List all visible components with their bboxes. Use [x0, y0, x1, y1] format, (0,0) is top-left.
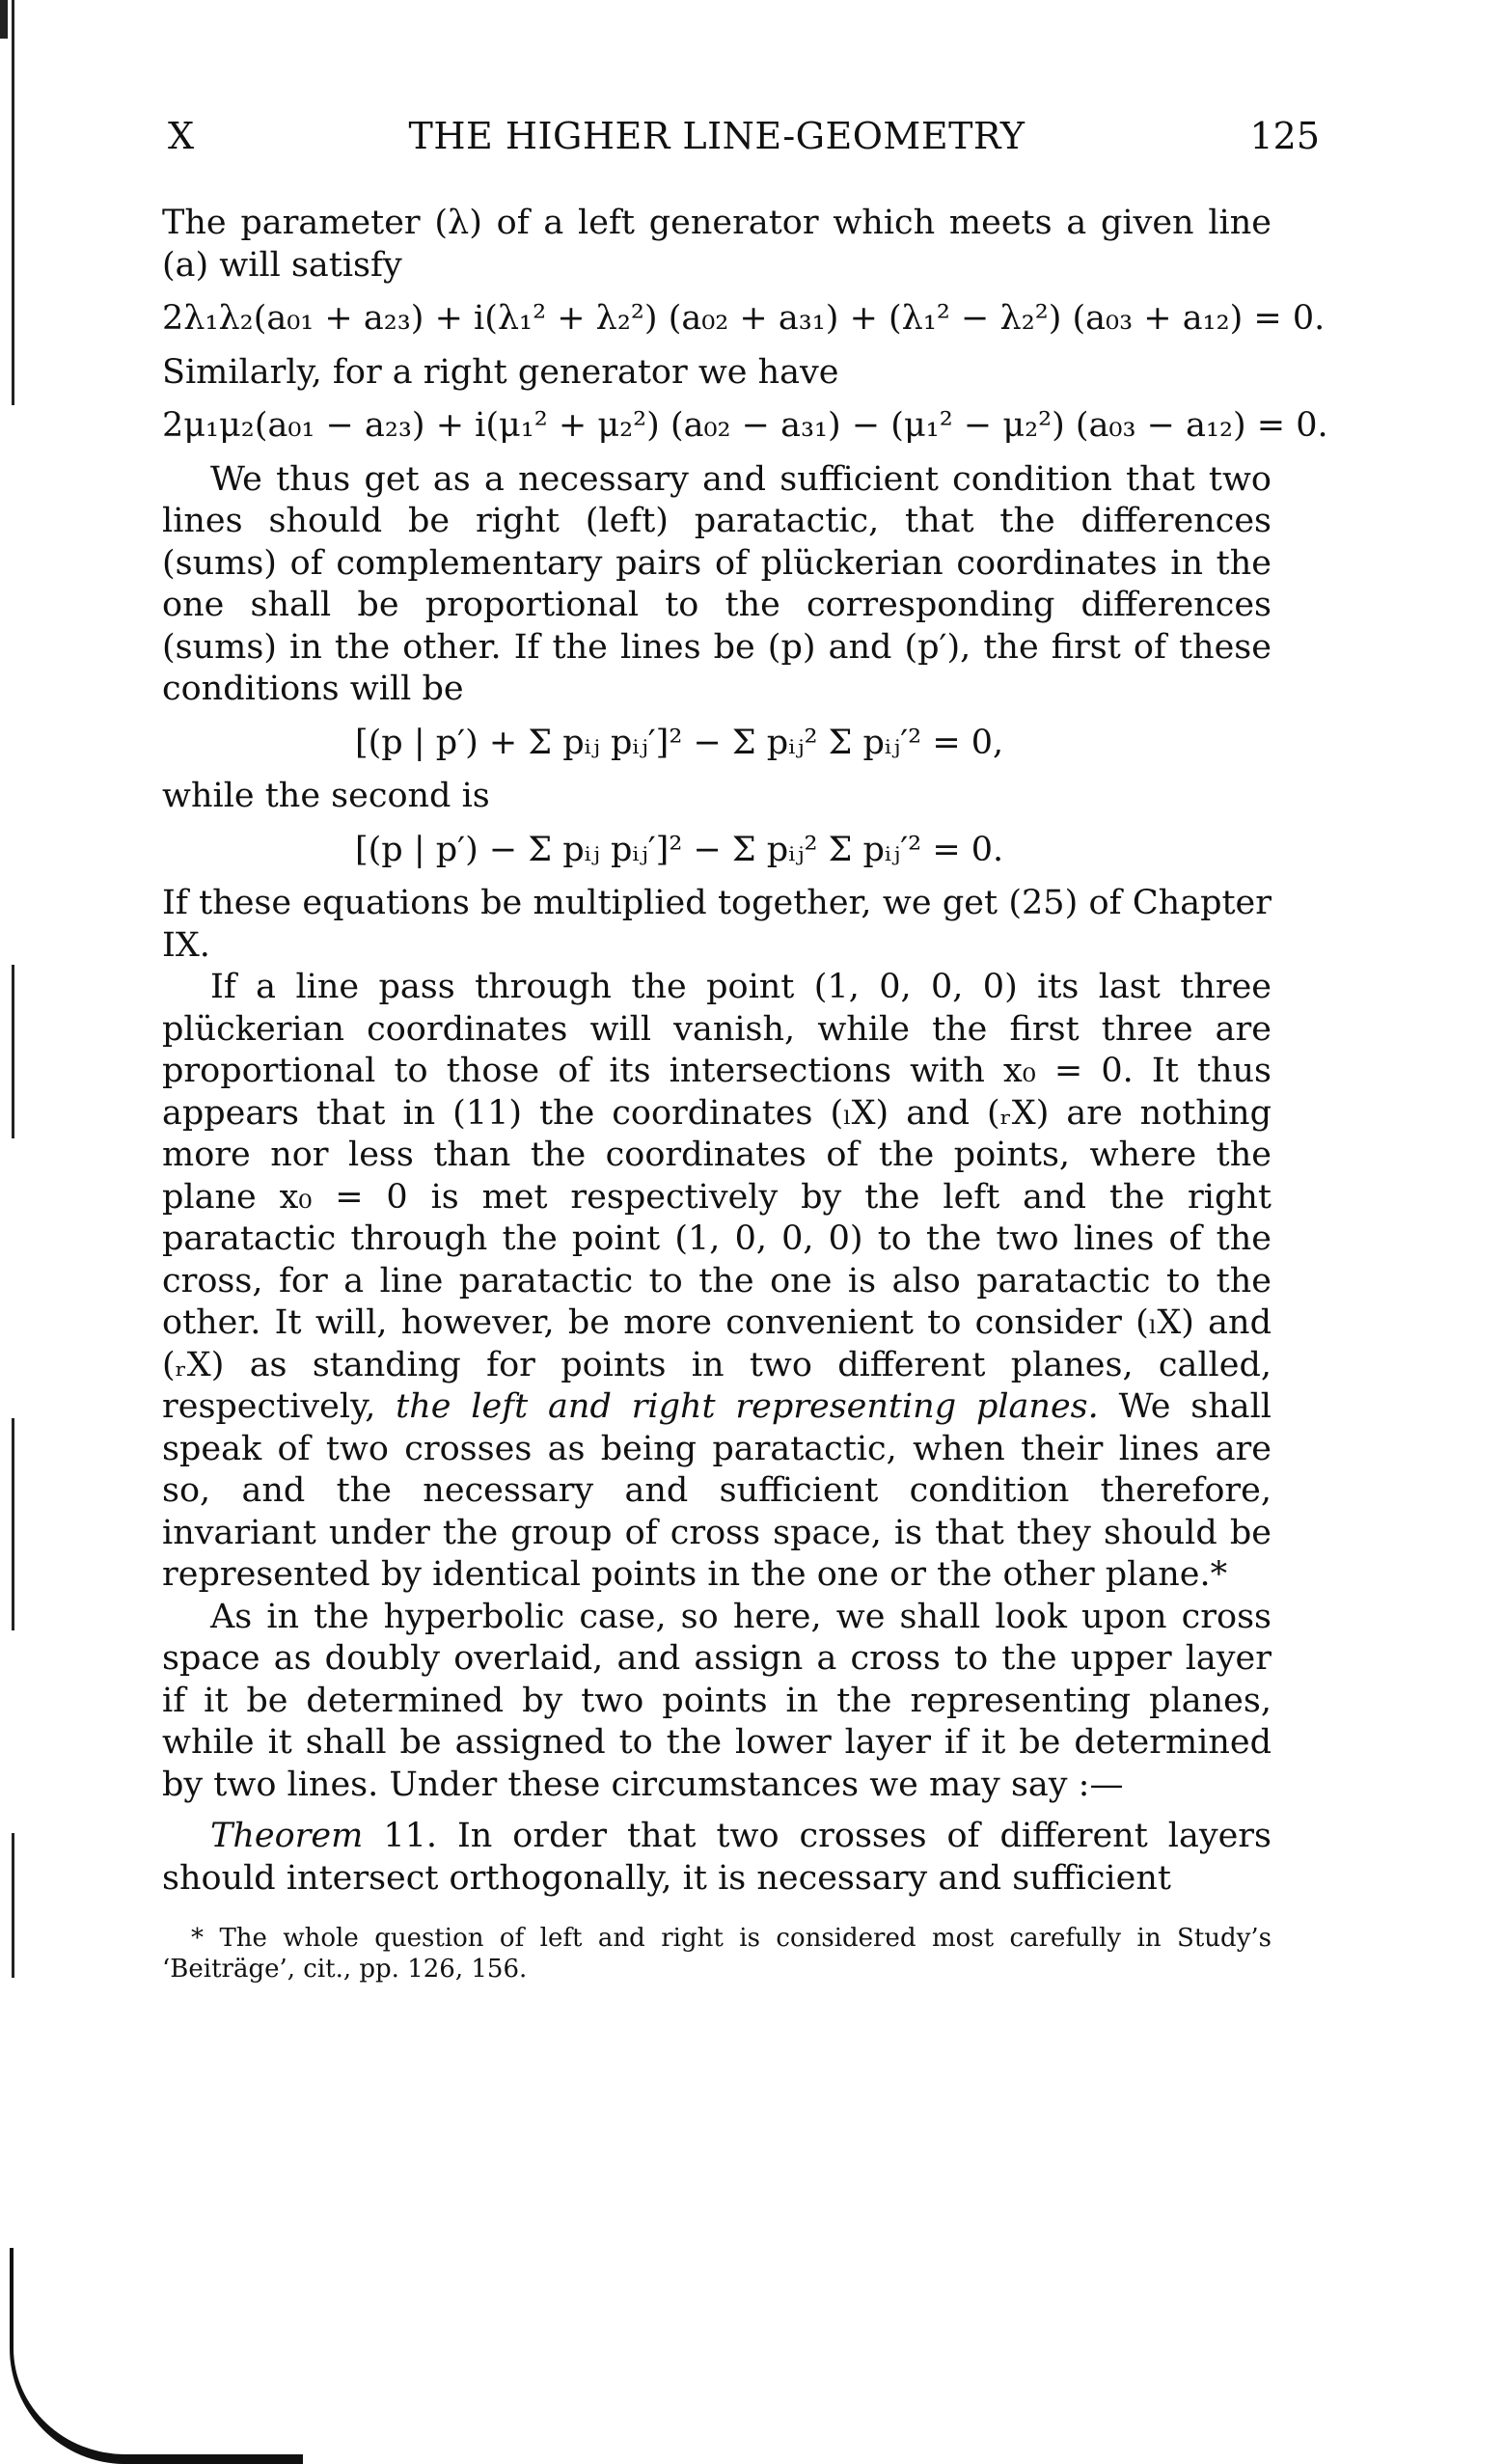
paragraph-text: We shall speak of two crosses as being paratactic, when their lines are so, and the necessary and sufficient condition therefore, invariant under the group of cross space, is that they should be represented by identical points in the one or the other plane.*	[162, 1387, 1272, 1594]
equation: 2λ₁λ₂(a₀₁ + a₂₃) + i(λ₁² + λ₂²) (a₀₂ + a₃₁) + (λ₁² − λ₂²) (a₀₃ + a₁₂) = 0.	[162, 299, 1326, 338]
emphasis-text: the left and right representing planes.	[396, 1387, 1099, 1426]
page-number: 125	[1249, 115, 1320, 157]
theorem-label: Theorem	[210, 1817, 364, 1855]
equation: [(p | p′) − Σ pᵢⱼ pᵢⱼ′]² − Σ pᵢⱼ² Σ pᵢⱼ′² = 0.	[355, 830, 1004, 869]
paragraph-text: If a line pass through the point (1, 0, 0, 0) its last three plückerian coordinates will vanish, while the first three are proportional to those of its intersections with x₀ = 0. It thus appears that in (11) the coordinates (ₗX) and (ᵣX) are nothing more nor less than the coordinates of the points, where the plane x₀ = 0 is met respectively by the left and the right paratactic through the point (1, 0, 0, 0) to the two lines of the cross, for a line paratactic to the one is also paratactic to the other. It will, however, be more convenient to consider (ₗX) and (ᵣX) as standing for points in two different planes, called, respectively,	[162, 968, 1272, 1426]
paragraph: while the second is	[162, 777, 490, 815]
paragraph	[162, 967, 1272, 1597]
scan-margin-line	[12, 1418, 14, 1630]
book-page	[162, 115, 1328, 1985]
equation: 2μ₁μ₂(a₀₁ − a₂₃) + i(μ₁² + μ₂²) (a₀₂ − a₃₁) − (μ₁² − μ₂²) (a₀₃ − a₁₂) = 0.	[162, 406, 1328, 445]
chapter-number: X	[168, 115, 195, 157]
scan-margin-line	[12, 1833, 14, 1978]
page-curl-edge	[10, 2248, 303, 2464]
running-header	[162, 115, 1320, 174]
scan-margin-line	[12, 965, 14, 1138]
paragraph: If these equations be multiplied together, we get (25) of Chapter IX.	[162, 884, 1272, 965]
paragraph: The parameter (λ) of a left generator which meets a given line (a) will satisfy	[162, 204, 1272, 285]
page-corner-mark	[0, 0, 8, 39]
scan-margin-line	[12, 0, 14, 405]
paragraph: We thus get as a necessary and sufficient condition that two lines should be right (left) paratactic, that the differences (sums) of complementary pairs of plückerian coordinates in the one shall be proportional to the corresponding differences (sums) in the other. If the lines be (p) and (p′), the first of these conditions will be	[162, 459, 1272, 708]
footnote: * The whole question of left and right is considered most carefully in Study’s ‘Beiträge’, cit., pp. 126, 156.	[162, 1924, 1272, 1984]
paragraph: As in the hyperbolic case, so here, we shall look upon cross space as doubly overlaid, and assign a cross to the upper layer if it be determined by two points in the representing planes, while it shall be assigned to the lower layer if it be determined by two lines. Under these circumstances we may say :—	[162, 1597, 1272, 1804]
paragraph	[162, 1816, 1272, 1900]
equation: [(p | p′) + Σ pᵢⱼ pᵢⱼ′]² − Σ pᵢⱼ² Σ pᵢⱼ′² = 0,	[355, 723, 1004, 762]
paragraph-text: 11. In order that two crosses of different layers should intersect orthogonally, it is necessary and sufficient	[162, 1817, 1272, 1898]
paragraph: Similarly, for a right generator we have	[162, 352, 839, 392]
running-title: THE HIGHER LINE-GEOMETRY	[408, 115, 1025, 157]
